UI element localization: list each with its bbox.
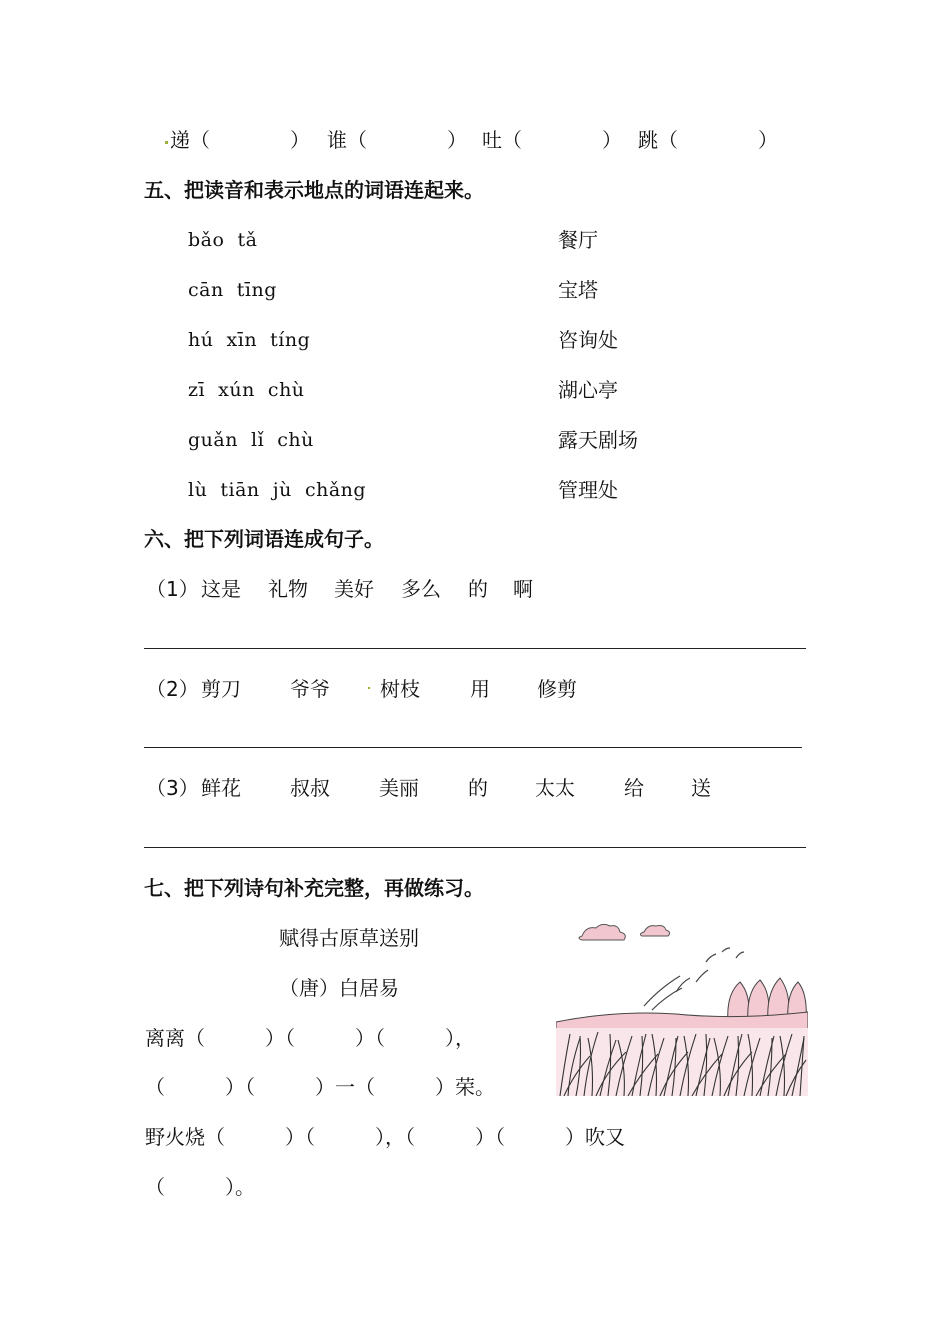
pinyin-4: zī xún chù: [188, 379, 305, 401]
sentence-3-word: 太太: [535, 776, 575, 800]
sentence-1-word: 礼物: [268, 577, 308, 601]
char-blank-3: 吐（ ）: [482, 128, 622, 152]
grass-field-icon: [556, 1028, 808, 1096]
pinyin-1: bǎo tǎ: [188, 229, 258, 251]
sentence-3-word: 鲜花: [201, 776, 241, 800]
poem-line-3: 野火烧（ ）（ ），（ ）（ ）吹又: [145, 1125, 625, 1149]
place-word-2: 宝塔: [558, 278, 598, 302]
sentence-1-word: 这是: [201, 577, 241, 601]
sentence-3-word: 美丽: [379, 776, 419, 800]
sentence-1-word: 多么: [401, 577, 441, 601]
answer-line-2: [144, 747, 802, 748]
sentence-2-word: 树枝: [380, 677, 420, 701]
sentence-3-word: 送: [691, 776, 711, 800]
sentence-3-number: （3）: [146, 776, 199, 800]
sentence-1-word: 美好: [334, 577, 374, 601]
place-word-6: 管理处: [558, 478, 618, 502]
place-word-1: 餐厅: [558, 228, 598, 252]
sentence-2-number: （2）: [146, 677, 199, 701]
sentence-2-word: 用: [470, 677, 490, 701]
char-blank-2: 谁（ ）: [327, 128, 467, 152]
sentence-2-word: 剪刀: [201, 677, 241, 701]
pinyin-3: hú xīn tíng: [188, 329, 311, 351]
section-6-title: 六、把下列词语连成句子。: [144, 527, 384, 551]
sentence-1-number: （1）: [146, 577, 199, 601]
char-blank-4: 跳（ ）: [638, 128, 778, 152]
section-7-title: 七、把下列诗句补充完整，再做练习。: [144, 876, 484, 900]
char-blank-1: 递（ ）: [170, 128, 310, 152]
pinyin-6: lù tiān jù chǎng: [188, 479, 367, 501]
pinyin-5: guǎn lǐ chù: [188, 429, 314, 451]
grassland-illustration: [556, 918, 808, 1098]
place-word-3: 咨询处: [558, 328, 618, 352]
sentence-1-word: 的: [468, 577, 488, 601]
cloud-icon: [640, 926, 669, 937]
sentence-2-word: 爷爷: [290, 677, 330, 701]
sentence-3-word: 给: [624, 776, 644, 800]
poem-title: 赋得古原草送别: [279, 926, 419, 950]
sentence-1-word: 啊: [513, 577, 533, 601]
sentence-3-word: 的: [468, 776, 488, 800]
place-word-5: 露天剧场: [558, 428, 638, 452]
answer-line-3: [144, 847, 806, 848]
sentence-2-word: 修剪: [537, 677, 577, 701]
poem-line-4: （ ）。: [145, 1175, 255, 1199]
stray-dot: [368, 687, 370, 689]
poem-line-2: （ ）（ ）一（ ）荣。: [145, 1075, 495, 1099]
stray-dot: [165, 141, 168, 144]
answer-line-1: [144, 648, 806, 649]
cloud-icon: [579, 924, 625, 940]
sentence-3-word: 叔叔: [290, 776, 330, 800]
place-word-4: 湖心亭: [558, 378, 618, 402]
pinyin-2: cān tīng: [188, 279, 277, 301]
poem-author: （唐）白居易: [279, 976, 399, 1000]
section-5-title: 五、把读音和表示地点的词语连起来。: [144, 178, 484, 202]
poem-line-1: 离离（ ）（ ）（ ），: [145, 1026, 475, 1050]
